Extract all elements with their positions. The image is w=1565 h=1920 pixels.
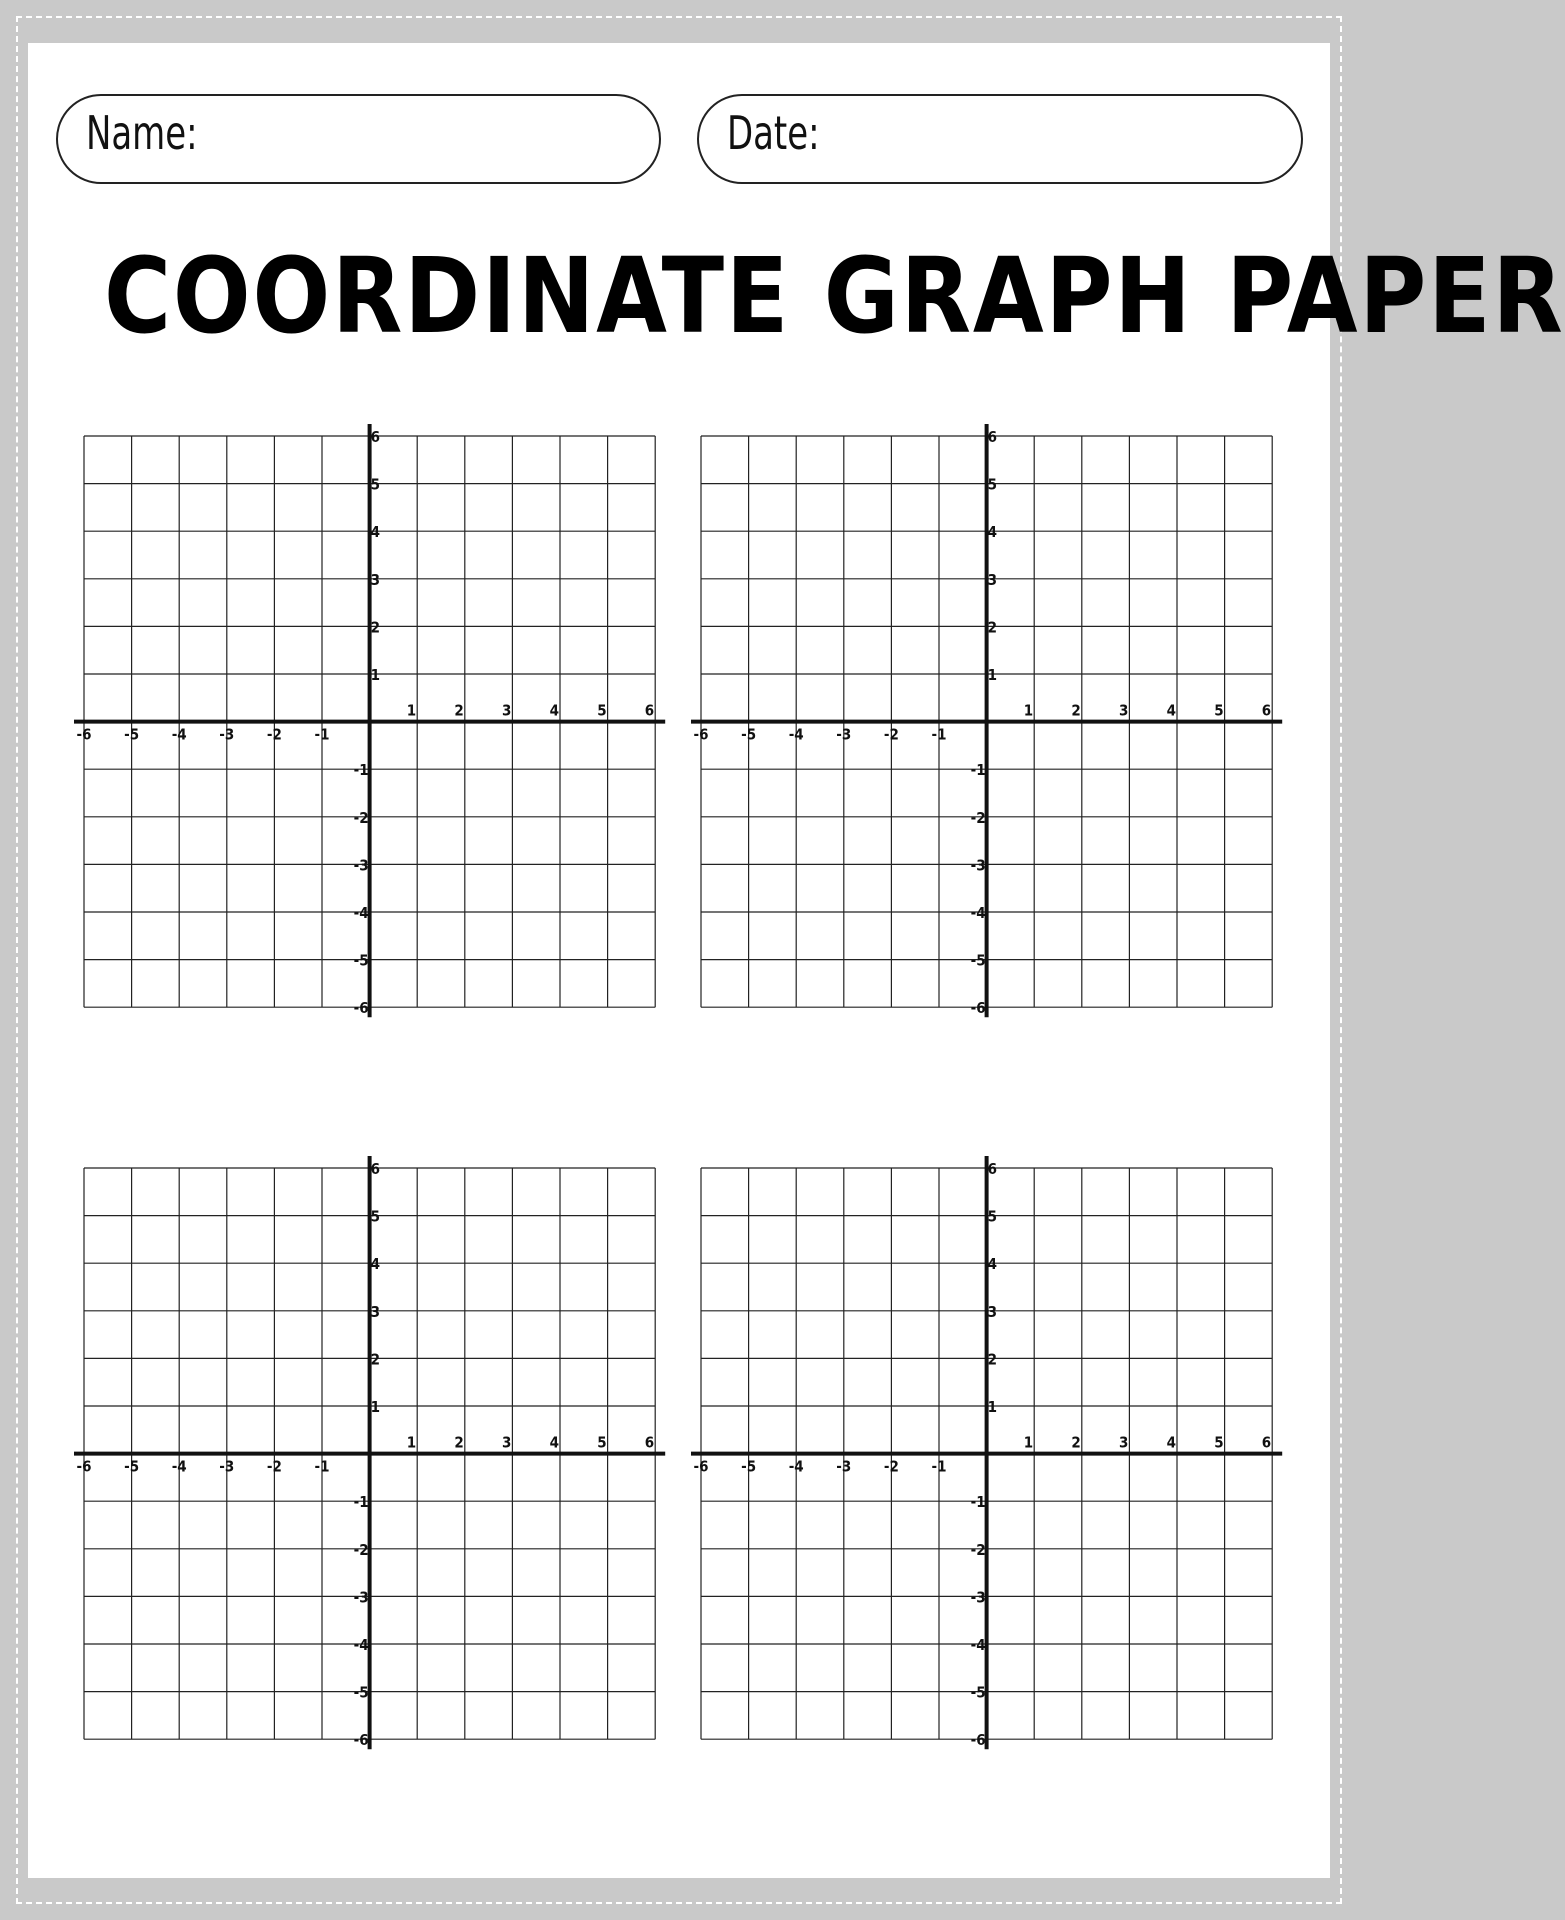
x-tick-label: -2 (266, 1457, 282, 1476)
x-tick-label: -6 (693, 1457, 709, 1476)
date-label: Date: (727, 106, 820, 160)
x-tick-label: 2 (1071, 1433, 1081, 1452)
x-tick-label: -4 (788, 1457, 804, 1476)
y-tick-label: -1 (970, 1493, 986, 1512)
y-tick-label: -6 (353, 999, 369, 1018)
x-tick-label: -5 (741, 725, 757, 744)
y-tick-label: 1 (370, 666, 380, 684)
x-tick-label: 1 (406, 1433, 417, 1452)
y-tick-label: 3 (370, 1302, 380, 1321)
x-tick-label: 2 (454, 1433, 464, 1452)
x-tick-label: -2 (883, 725, 899, 744)
y-tick-label: 2 (370, 1350, 380, 1369)
y-tick-label: 2 (370, 618, 380, 637)
y-tick-label: -6 (970, 999, 986, 1018)
y-tick-label: 5 (987, 1207, 997, 1226)
x-tick-label: 5 (597, 1433, 607, 1452)
y-tick-label: 4 (987, 1255, 997, 1274)
y-tick-label: 3 (370, 570, 380, 589)
y-tick-label: 4 (987, 523, 997, 542)
x-tick-label: 1 (1023, 1433, 1034, 1452)
y-tick-label: -6 (353, 1731, 369, 1750)
y-tick-label: -5 (353, 1683, 369, 1702)
y-tick-label: 5 (370, 1207, 380, 1226)
x-tick-label: 3 (502, 701, 512, 720)
x-tick-label: -3 (836, 725, 852, 744)
x-tick-label: -1 (931, 1457, 947, 1476)
y-tick-label: 3 (987, 1302, 997, 1321)
y-tick-label: -1 (970, 761, 986, 780)
page-title: COORDINATE GRAPH PAPER (104, 235, 1565, 357)
x-tick-label: 5 (597, 701, 607, 720)
y-tick-label: 6 (370, 428, 380, 446)
x-tick-label: 2 (1071, 701, 1081, 720)
x-tick-label: -2 (883, 1457, 899, 1476)
y-tick-label: -3 (353, 1588, 369, 1607)
y-tick-label: -4 (970, 904, 986, 922)
x-tick-label: 1 (1023, 701, 1034, 720)
x-tick-label: 1 (406, 701, 417, 720)
x-tick-label: 4 (1166, 1433, 1176, 1452)
x-tick-label: -6 (76, 725, 92, 744)
y-tick-label: -5 (970, 1683, 986, 1702)
x-tick-label: 3 (1119, 701, 1129, 720)
x-tick-label: -2 (266, 725, 282, 744)
y-tick-label: 4 (370, 523, 380, 542)
y-tick-label: 1 (987, 1398, 997, 1416)
y-tick-label: -3 (970, 1588, 986, 1607)
y-tick-label: -3 (353, 856, 369, 875)
x-tick-label: 4 (549, 701, 559, 720)
x-tick-label: -5 (741, 1457, 757, 1476)
y-tick-label: 6 (987, 1160, 997, 1178)
x-tick-label: 6 (644, 1433, 655, 1452)
x-tick-label: -5 (124, 725, 140, 744)
y-tick-label: -2 (970, 808, 986, 827)
x-tick-label: 4 (1166, 701, 1176, 720)
y-tick-label: -5 (353, 951, 369, 970)
name-label: Name: (86, 106, 198, 160)
x-tick-label: 3 (502, 1433, 512, 1452)
y-tick-label: 6 (987, 428, 997, 446)
coordinate-grid-1 (74, 424, 665, 1017)
y-tick-label: -4 (353, 904, 369, 922)
x-tick-label: -3 (219, 1457, 235, 1476)
x-tick-label: -1 (931, 725, 947, 744)
x-tick-label: -1 (314, 1457, 330, 1476)
x-tick-label: -3 (219, 725, 235, 744)
coordinate-grid-4 (691, 1156, 1282, 1749)
x-tick-label: 4 (549, 1433, 559, 1452)
x-tick-label: -6 (76, 1457, 92, 1476)
x-tick-label: -6 (693, 725, 709, 744)
y-tick-label: -6 (970, 1731, 986, 1750)
y-tick-label: -4 (970, 1636, 986, 1654)
y-tick-label: -3 (970, 856, 986, 875)
y-tick-label: -2 (970, 1540, 986, 1559)
y-tick-label: -4 (353, 1636, 369, 1654)
x-tick-label: 5 (1214, 701, 1224, 720)
y-tick-label: 5 (987, 475, 997, 494)
y-tick-label: -1 (353, 1493, 369, 1512)
x-tick-label: -3 (836, 1457, 852, 1476)
x-tick-label: -4 (788, 725, 804, 744)
y-tick-label: -5 (970, 951, 986, 970)
y-tick-label: 1 (987, 666, 997, 684)
y-tick-label: -2 (353, 1540, 369, 1559)
y-tick-label: 5 (370, 475, 380, 494)
x-tick-label: 6 (1261, 701, 1272, 720)
y-tick-label: 3 (987, 570, 997, 589)
coordinate-grid-2 (691, 424, 1282, 1017)
x-tick-label: -4 (171, 1457, 187, 1476)
x-tick-label: -4 (171, 725, 187, 744)
x-tick-label: 2 (454, 701, 464, 720)
x-tick-label: -1 (314, 725, 330, 744)
x-tick-label: 5 (1214, 1433, 1224, 1452)
y-tick-label: 1 (370, 1398, 380, 1416)
x-tick-label: 6 (644, 701, 655, 720)
y-tick-label: 2 (987, 1350, 997, 1369)
x-tick-label: 6 (1261, 1433, 1272, 1452)
y-tick-label: 2 (987, 618, 997, 637)
x-tick-label: 3 (1119, 1433, 1129, 1452)
coordinate-grid-3 (74, 1156, 665, 1749)
x-tick-label: -5 (124, 1457, 140, 1476)
y-tick-label: 6 (370, 1160, 380, 1178)
y-tick-label: -2 (353, 808, 369, 827)
y-tick-label: -1 (353, 761, 369, 780)
y-tick-label: 4 (370, 1255, 380, 1274)
